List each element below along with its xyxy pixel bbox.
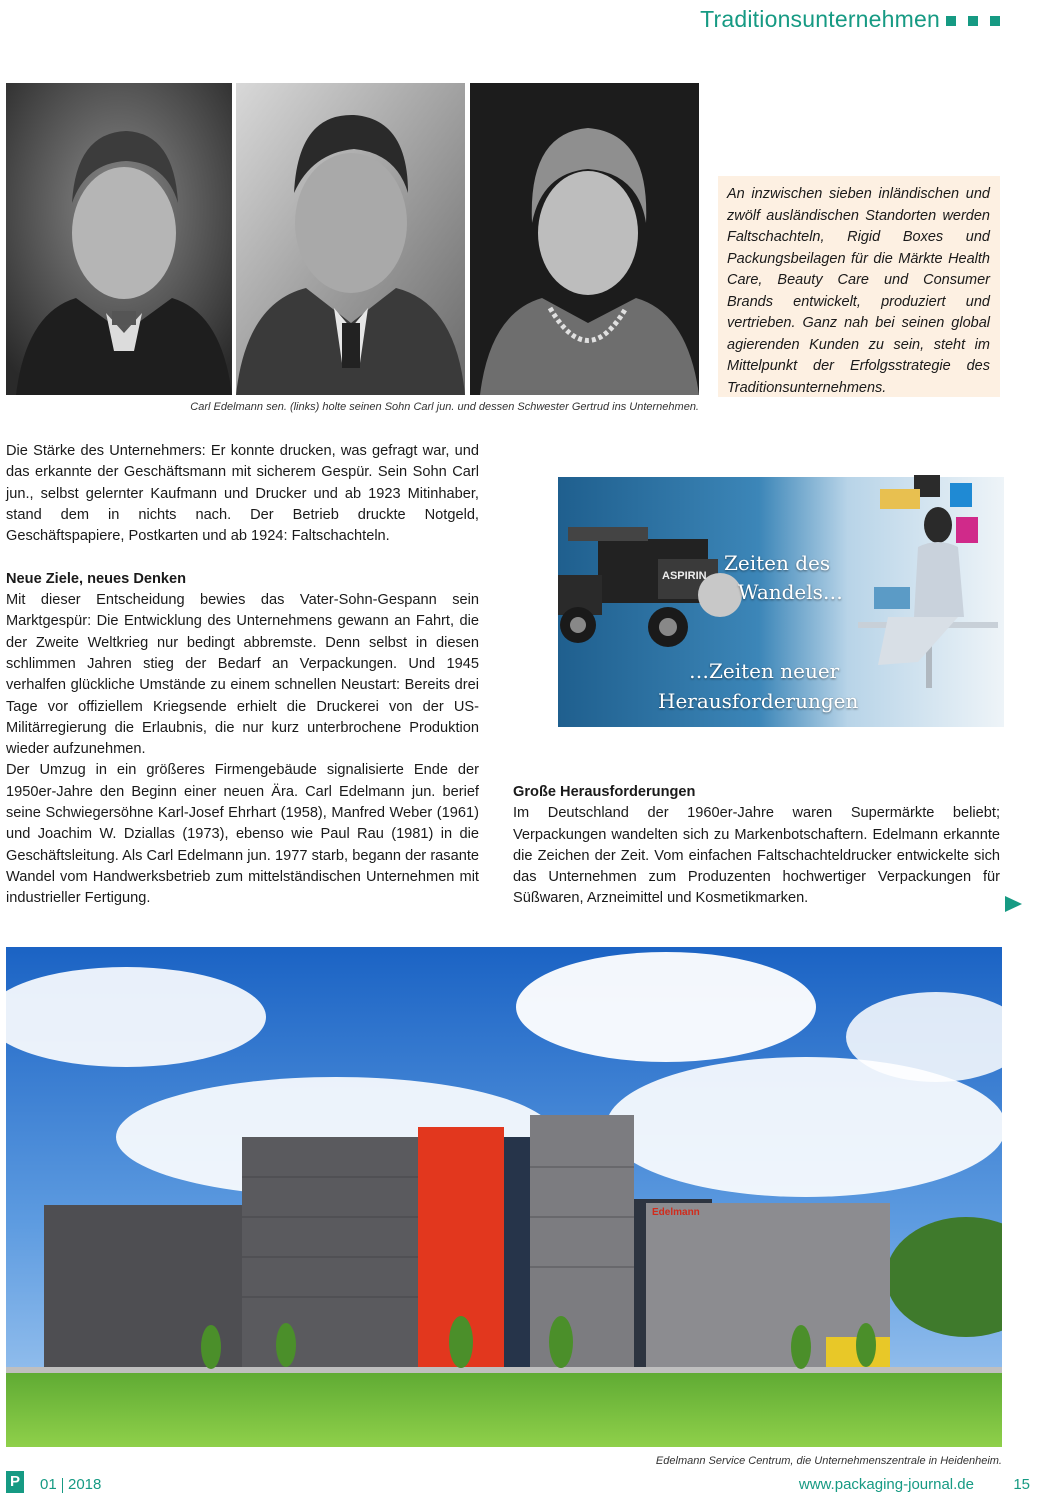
continue-arrow-icon [1005,896,1022,912]
quote-text: An inzwischen sieben inländischen und zwölf ausländischen Standorten werden Faltschachteln, Rigid Boxes und Packungsbeilagen für die Märkte Health Care, Beauty Care und Consumer Brands entwickelt, produziert und vertrieben. Ganz nah bei seinen global agierenden Kunden zu sein, steht im Mittelpunkt der Erfolgsstrategie des Traditionsunternehmens. [727,186,990,396]
section-heading: Neue Ziele, neues Denken [6,570,187,587]
right-column [513,782,1000,910]
portrait-carl-edelmann-jun [236,83,465,395]
advertisement-image [558,447,1004,760]
svg-text:ASPIRIN: ASPIRIN [662,570,707,582]
header-square-icon [968,16,978,26]
headquarters-photo [6,947,1002,1447]
paragraph: Die Stärke des Unternehmers: Er konnte drucken, was gefragt war, und das erkannte der Geschäftsmann mit sicherem Gespür. Sein Sohn Carl jun., selbst gelernter Kaufmann und Drucker und ab 1923 Mitinhaber, stand dem in nichts nach. Der Betrieb druckte Notgeld, Geschäftspapiere, Postkarten und ab 1924: Faltschachteln. [6,443,479,545]
paragraph: Der Umzug in ein größeres Firmengebäude signalisierte Ende der 1950er-Jahre den Beginn einer neuen Ära. Carl Edelmann jun. berief seine Schwiegersöhne Karl-Josef Ehrhart (1958), Manfred Weber (1961) und Joachim W. Dziallas (1973), ebenso wie Paul Rau (1981) in die Geschäftsleitung. Als Carl Edelmann jun. 1977 starb, begann der rasante Wandel vom Handwerksbetrieb zum mittelständischen Unternehmen mit industrieller Fertigung. [6,762,479,907]
issue-year: 2018 [68,1476,102,1493]
left-column [6,441,479,910]
footer-divider [62,1478,63,1493]
ad-headline-1: Zeiten des [724,551,831,575]
building-sign: Edelmann [652,1207,700,1218]
header-square-icon [946,16,956,26]
portrait-gertrud-edelmann [470,83,699,395]
quote-box [718,176,1000,397]
portrait-carl-edelmann-sen [6,83,232,395]
section-heading: Große Herausforderungen [513,784,696,800]
website-link[interactable]: www.packaging-journal.de [798,1476,974,1493]
magazine-logo-icon: P [6,1471,24,1493]
header-square-icon [990,16,1000,26]
ad-headline-2: Wandels… [738,580,843,604]
portraits-caption: Carl Edelmann sen. (links) holte seinen Sohn Carl jun. und dessen Schwester Gertrud ins Unternehmen. [190,401,699,413]
headquarters-caption: Edelmann Service Centrum, die Unternehmenszentrale in Heidenheim. [655,1455,1002,1467]
paragraph: Mit dieser Entscheidung bewies das Vater-Sohn-Gespann sein Marktgespür: Die Entwicklung des Unternehmens gewann an Fahrt, die der Zweite Weltkrieg nur bedingt abbremste. Denn selbst in diesen schlimmen Jahren stieg der Bedarf an Verpackungen. Und 1945 verhalfen glückliche Umstände zu einem schnellen Neustart: Bereits drei Tage vor offiziellem Kriegsende erhielt die Druckerei von der US-Militärregierung die Erlaubnis, die nur kurz unterbrochene Produktion wieder aufzunehmen. [6,592,479,758]
page-number: 15 [1013,1476,1030,1493]
issue-number: 01 [40,1476,57,1493]
section-title: Traditionsunternehmen [700,6,940,32]
ad-headline-4: Herausforderungen [658,689,859,713]
ad-headline-3: …Zeiten neuer [689,659,840,683]
paragraph: Im Deutschland der 1960er-Jahre waren Supermärkte beliebt; Verpackungen wandelten sich zu Markenbotschaftern. Edelmann erkannte die Zeichen der Zeit. Vom einfachen Faltschachteldrucker entwickelte sich das Unternehmen zum Produzenten hochwertiger Verpackungen für Süßwaren, Arzneimittel und Kosmetikmarken. [513,805,1000,907]
